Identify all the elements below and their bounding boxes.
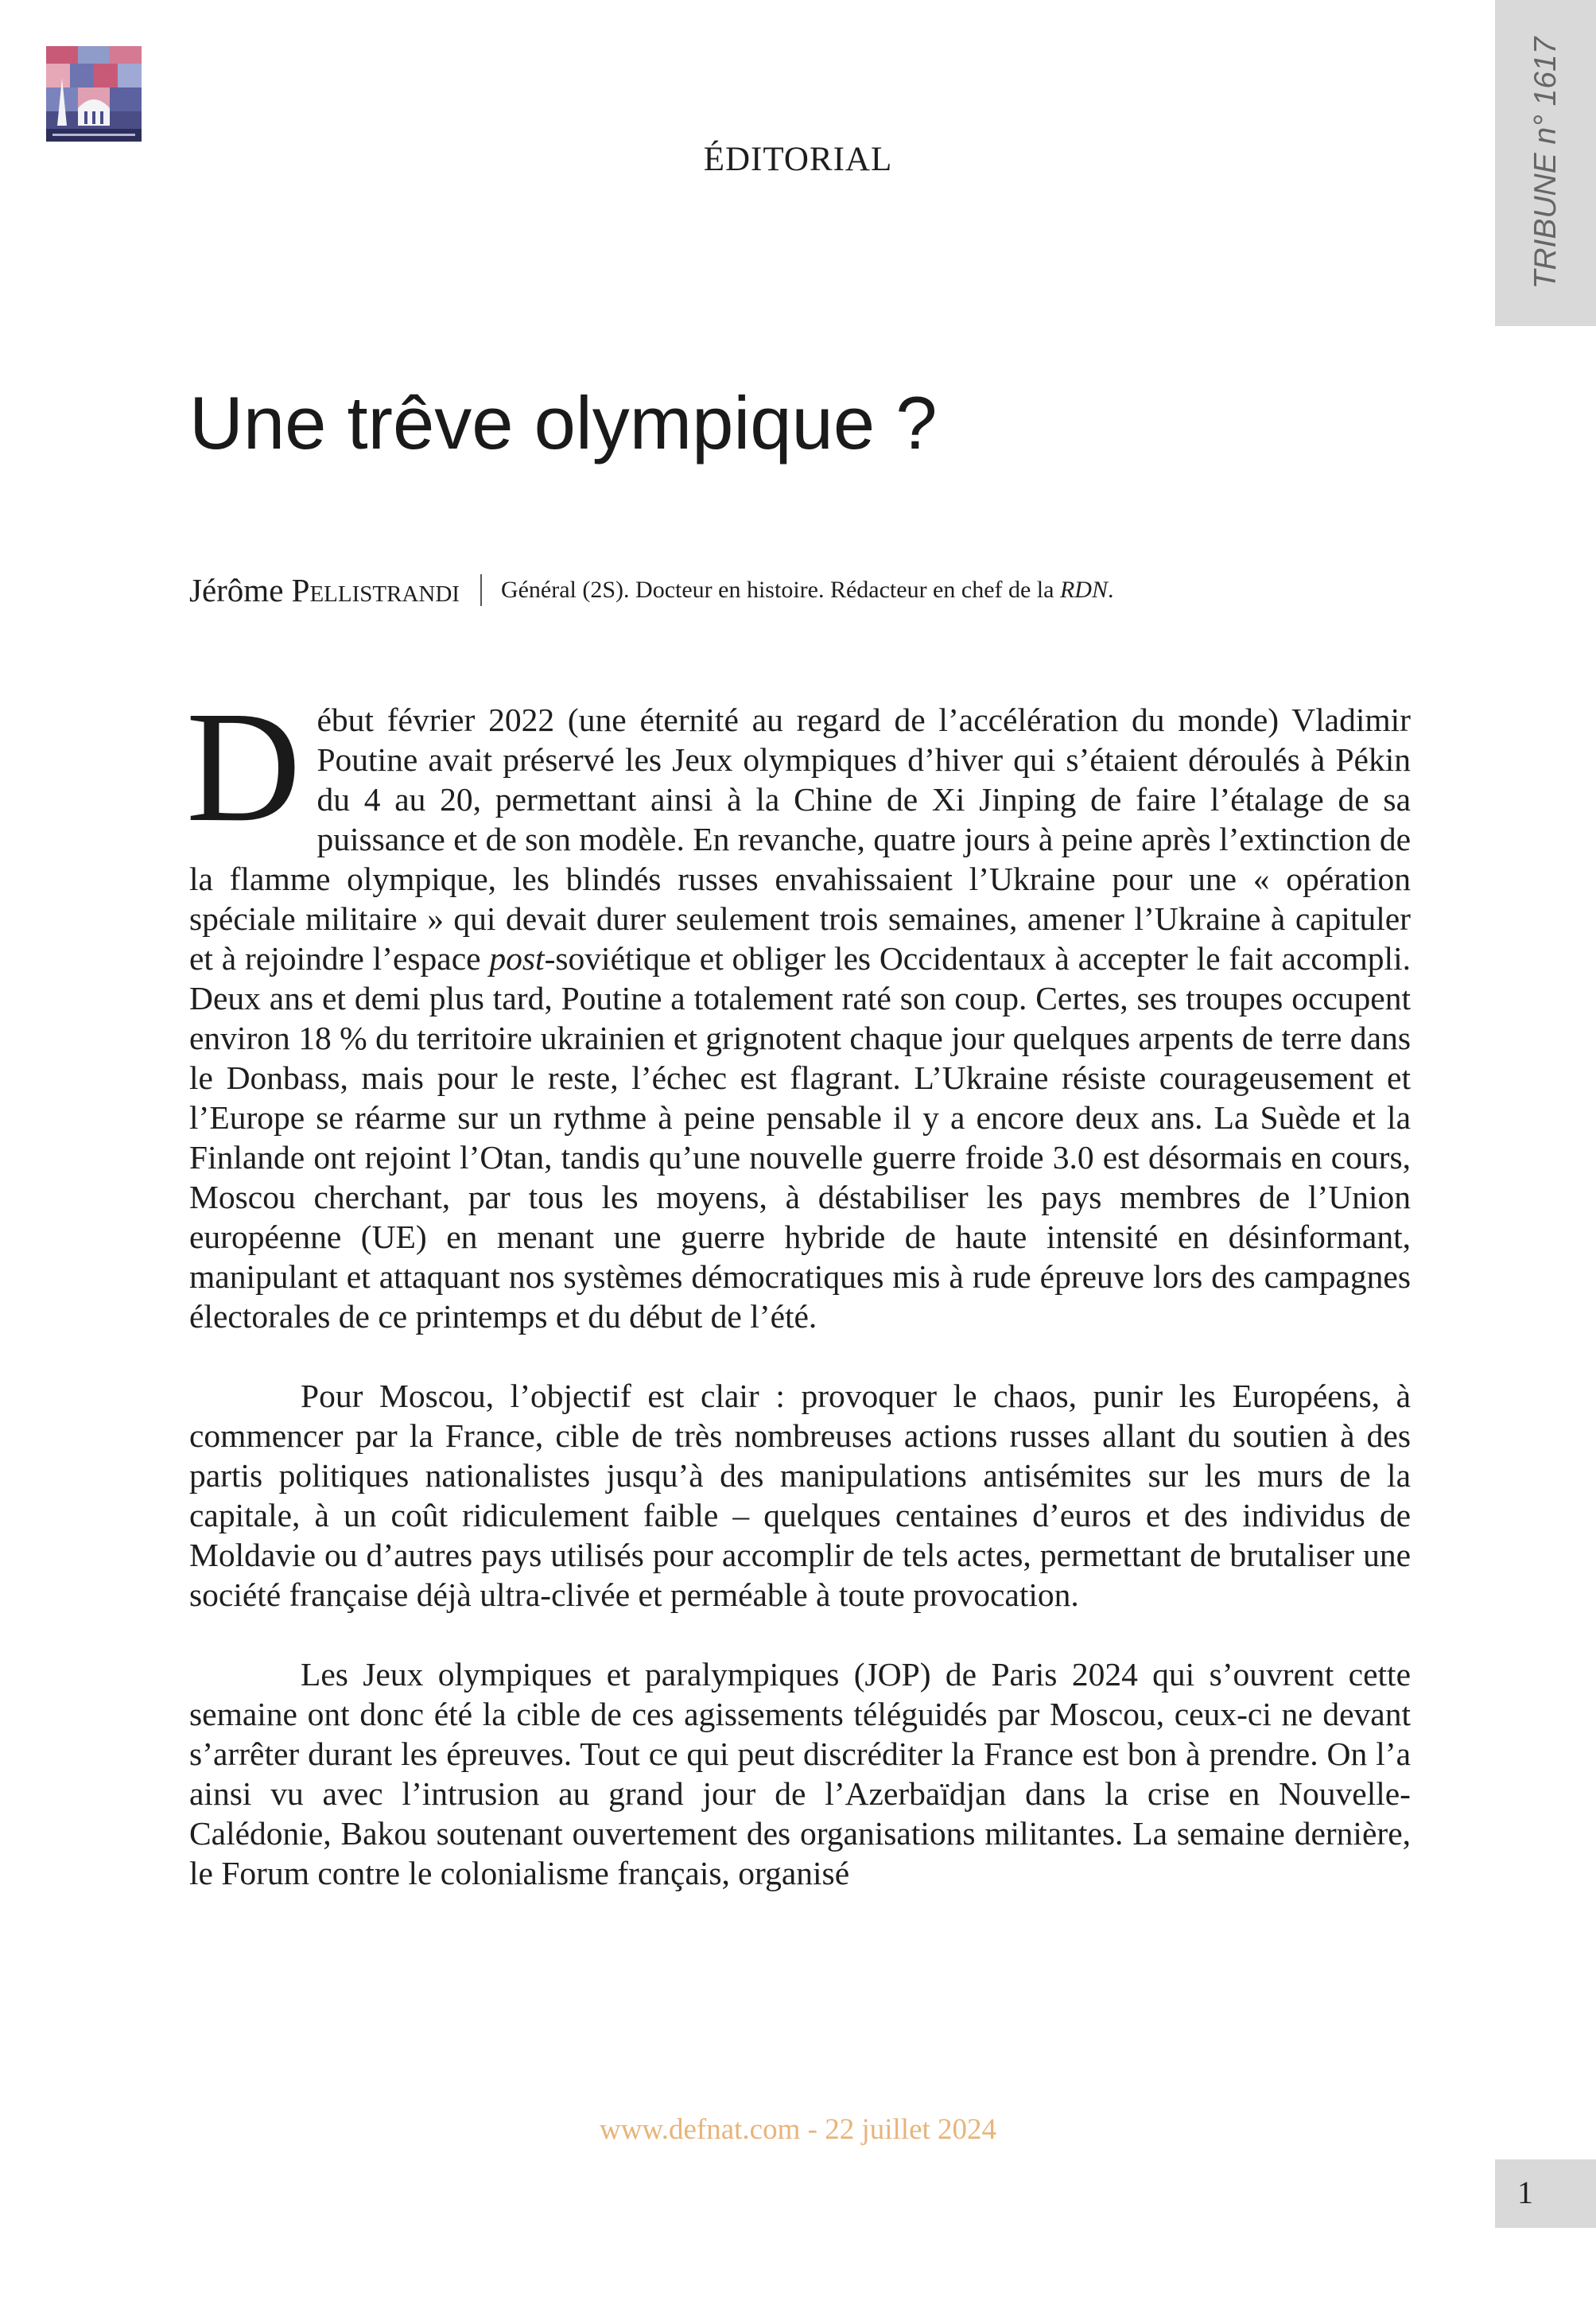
tribune-number-tab: [1495, 0, 1596, 326]
paragraph-1: [186, 679, 1411, 1336]
author-first-name: Jérôme: [189, 572, 284, 608]
paragraph-1-text-a: ébut février 2022 (une éternité au regard de l’accélération du monde) Vladimir Poutine avait préservé les Jeux olympiques d’hiver qui s’étaient déroulés à Pékin du 4 au 20, permettant ainsi à la Chine de Xi Jinping de faire l’étalage de sa puissance et de son modèle. En revanche, quatre jours à peine après l’extinction de la flamme olympique, les blindés russes envahissaient l’Ukraine pour une « opération spéciale militaire » qui devait durer seulement trois semaines, amener l’Ukraine à capituler et à rejoindre l’espace: [189, 702, 1411, 977]
page-number-tab: [1495, 2159, 1596, 2228]
article-title: Une trêve olympique ?: [189, 381, 938, 464]
author-last-name: Pellistrandi: [291, 572, 460, 608]
paragraph-1-text-b: -soviétique et obliger les Occidentaux à accepter le fait accompli. Deux ans et demi plus tard, Poutine a totalement raté son coup. Certes, ses troupes occupent environ 18 % du territoire ukrainien et grignotent chaque jour quelques arpents de terre dans le Donbass, mais pour le reste, l’échec est flagrant. L’Ukraine résiste courageusement et l’Europe se réarme sur un rythme à peine pensable il y a encore deux ans. La Suède et la Finlande ont rejoint l’Otan, tandis qu’une nouvelle guerre froide 3.0 est désormais en cours, Moscou cherchant, par tous les moyens, à déstabiliser les pays membres de l’Union européenne (UE) en menant une guerre hybride de haute intensité en désinformant, manipulant et attaquant nos systèmes démocratiques mis à rude épreuve lors des campagnes électorales de ce printemps et du début de l’été.: [189, 940, 1411, 1335]
author-description: [501, 577, 1114, 604]
drop-cap: D: [186, 679, 301, 855]
footer-website-date: www.defnat.com - 22 juillet 2024: [599, 2113, 997, 2146]
paragraph-3: Les Jeux olympiques et paralympiques (JOP) de Paris 2024 qui s’ouvrent cette semaine ont donc été la cible de ces agissements téléguidés par Moscou, ceux-ci ne devant s’arrêter durant les épreuves. Tout ce qui peut discréditer la France est bon à prendre. On l’a ainsi vu avec l’intrusion au grand jour de l’Azerbaïdjan dans la crise en Nouvelle-Calédonie, Bakou soutenant ouvertement des organisations militantes. La semaine dernière, le Forum contre le colonialisme français, organisé: [189, 1656, 1411, 1891]
author-description-journal: RDN: [1059, 577, 1108, 603]
paragraph-2: Pour Moscou, l’objectif est clair : provoquer le chaos, punir les Européens, à commencer par la France, cible de très nombreuses actions russes allant du soutien à des partis politiques nationalistes jusqu’à des manipulations antisémites sur les murs de la capitale, à un coût ridiculement faible – quelques centaines d’euros et des individus de Moldavie ou d’autres pays utilisés pour accomplir de tels actes, permettant de brutaliser une société française déjà ultra-clivée et perméable à toute provocation.: [189, 1378, 1411, 1613]
tribune-number-label: TRIBUNE n° 1617: [1528, 37, 1563, 290]
page-number: 1: [1517, 2175, 1533, 2210]
author-name: [189, 571, 460, 609]
ecole-militaire-emblem-icon: [46, 46, 142, 142]
author-separator: [480, 574, 482, 606]
paragraph-1-italic: post: [489, 940, 545, 977]
author-description-end: .: [1107, 577, 1114, 603]
author-line: [189, 571, 1113, 609]
author-description-text: Général (2S). Docteur en histoire. Rédacteur en chef de la: [500, 577, 1060, 603]
article-body: [186, 679, 1411, 1933]
publication-logo: [46, 46, 142, 142]
section-rubric: ÉDITORIAL: [703, 141, 893, 178]
